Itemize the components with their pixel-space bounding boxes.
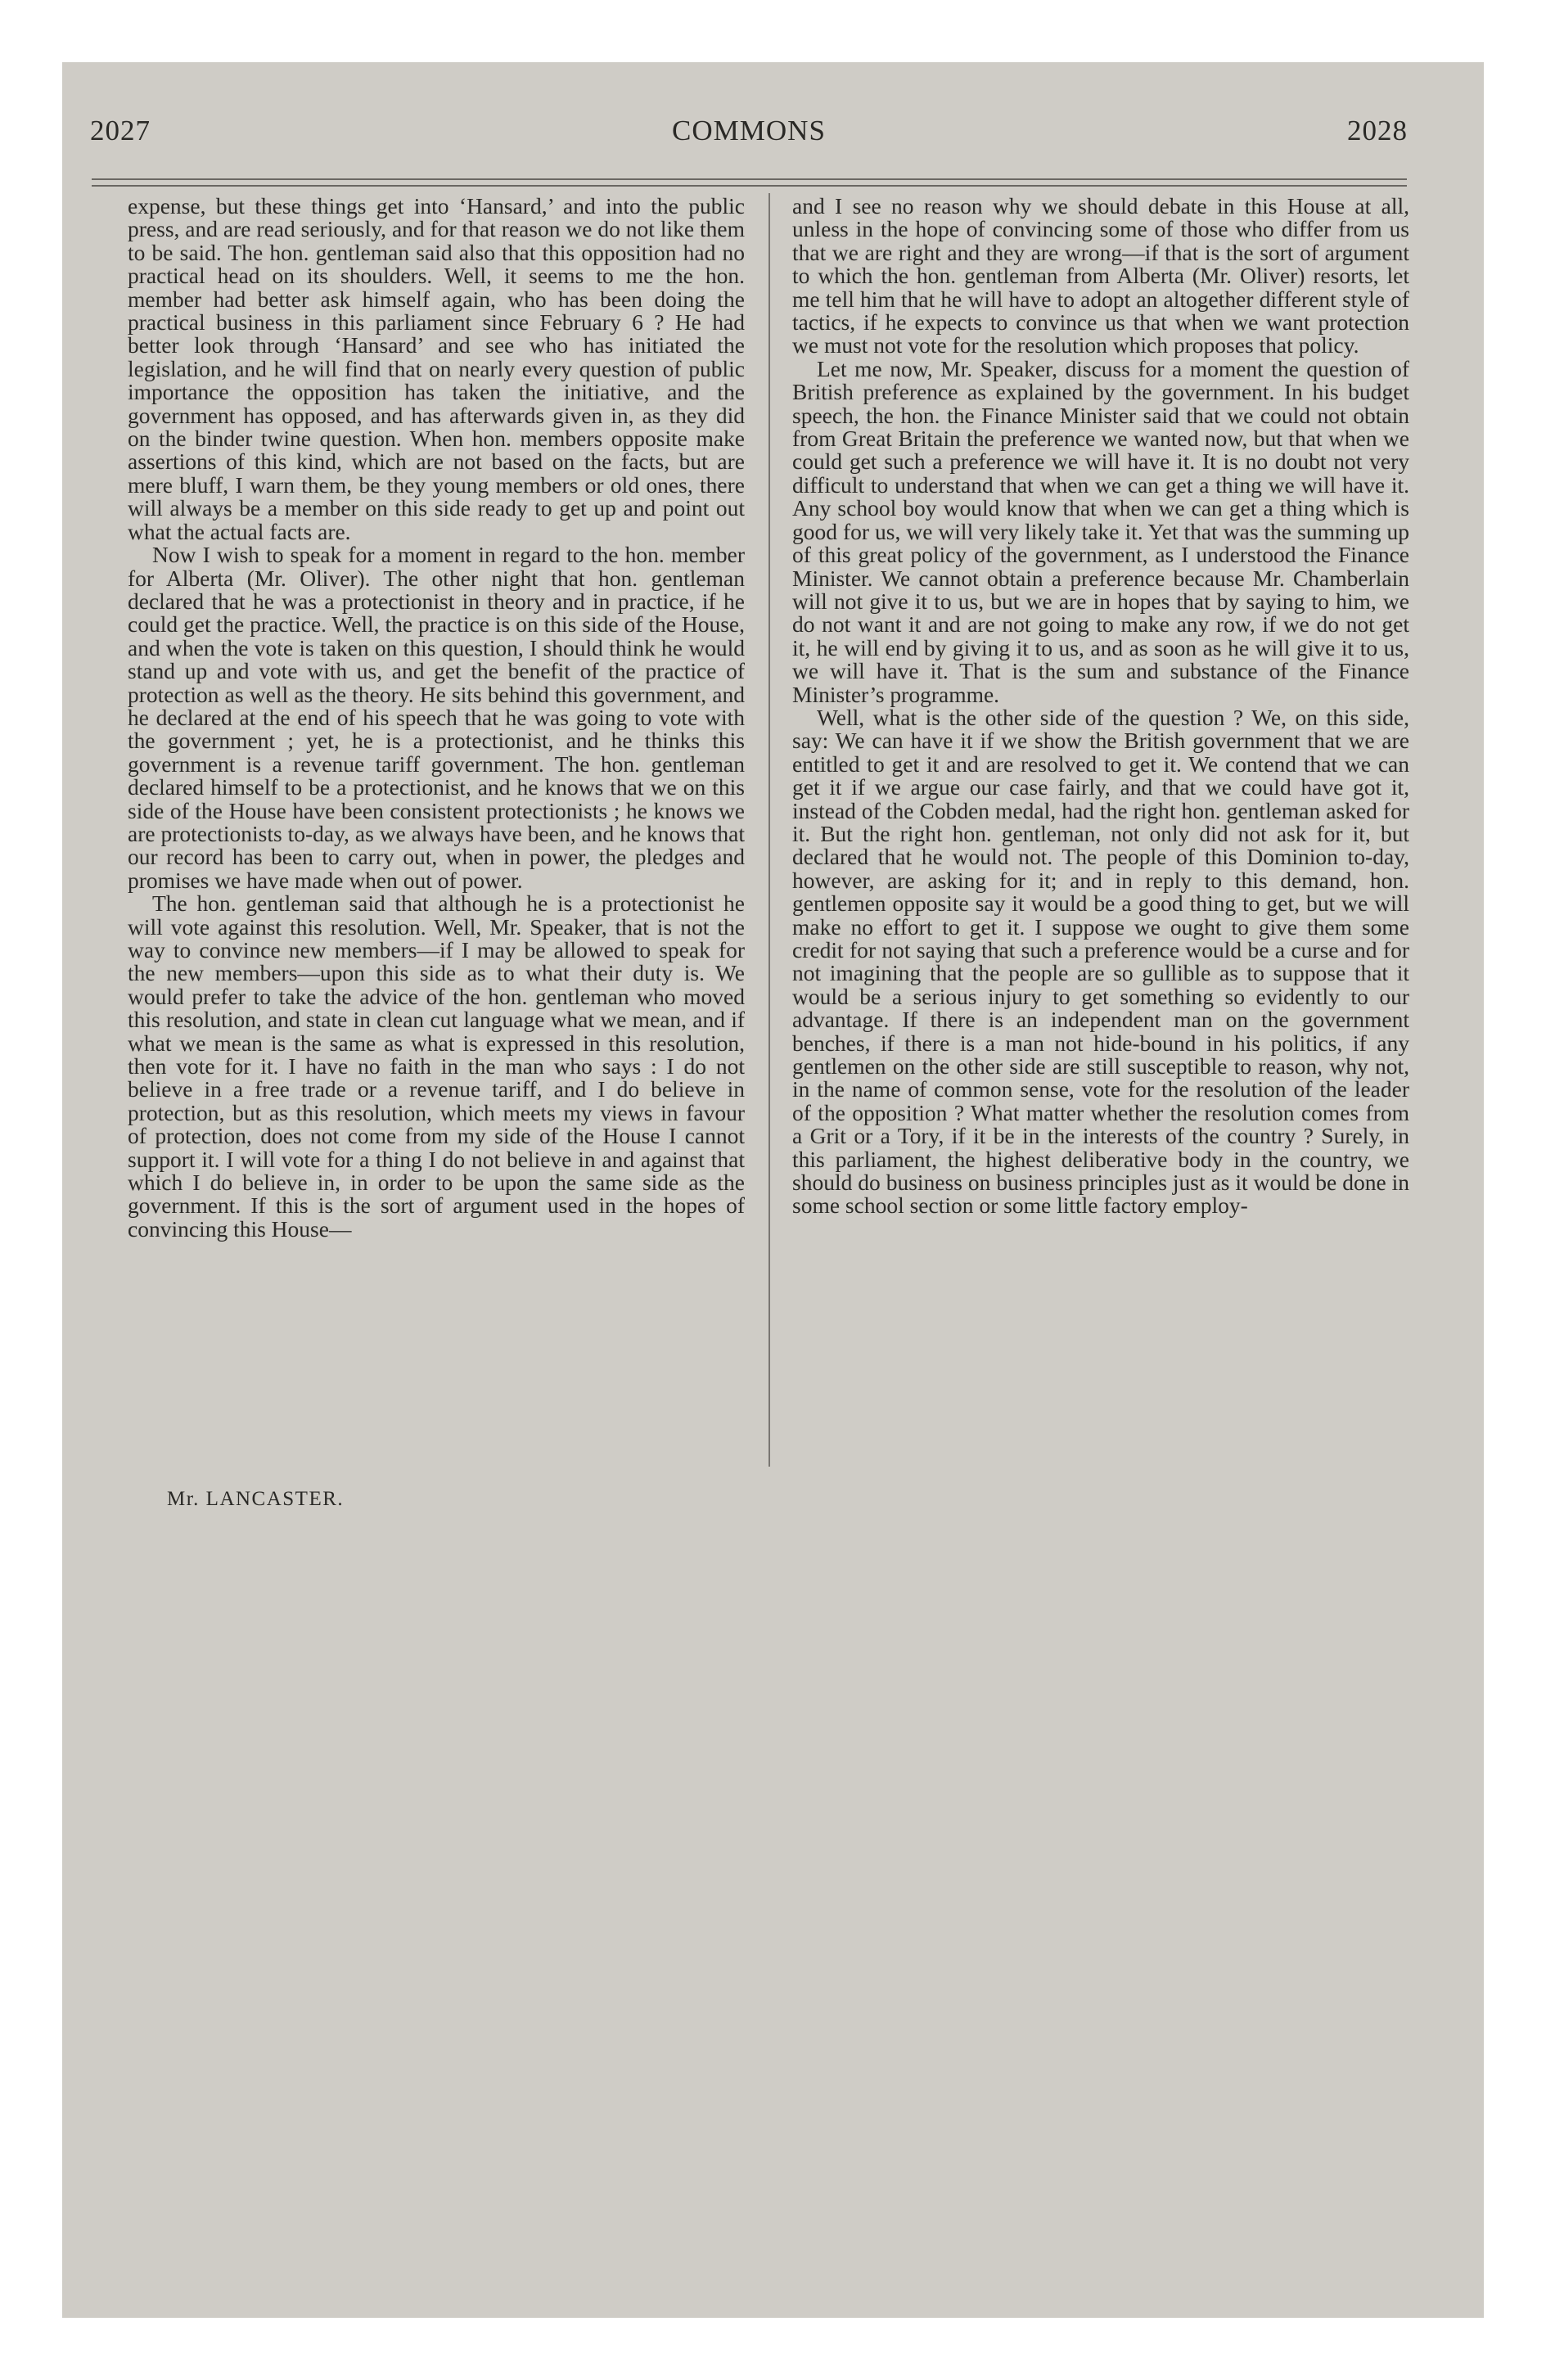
- left-column: [128, 195, 745, 1472]
- page-header: [90, 115, 1408, 157]
- column-divider: [768, 193, 770, 1467]
- speaker-footer: Mr. LANCASTER.: [167, 1488, 345, 1510]
- right-paragraph-3: Well, what is the other side of the question ? We, on this side, say: We can have it if we show the British government that we are entitled to get it and are resolved to get it. We contend that we can get it if we argue our case fairly, and that we could have got it, instead of the Cobden medal, had the right hon. gentleman asked for it. But the right hon. gentleman, not only did not ask for it, but declared that he would not. The people of this Dominion to-day, however, are asking for it; and in reply to this demand, hon. gentlemen opposite say it would be a good thing to get, but we will make no effort to get it. I suppose we ought to give them some credit for not saying that such a preference would be a curse and for not imagining that the people are so gullible as to suppose that it would be a serious injury to get something so evidently to our advantage. If there is an independent man on the government benches, if there is a man not hide-bound in his politics, if any gentlemen on the other side are still susceptible to reason, why not, in the name of common sense, vote for the resolution of the leader of the opposition ? What matter whether the resolution comes from a Grit or a Tory, if it be in the interests of the country ? Surely, in this parliament, the highest deliberative body in the country, we should do business on business principles just as it would be done in some school section or some little factory employ-: [792, 704, 1409, 1219]
- left-paragraph-1: expense, but these things get into ‘Hansard,’ and into the public press, and are read seriously, and for that reason we do not like them to be said. The hon. gentleman said also that this opposition had no practical head on its shoulders. Well, it seems to me the hon. member had better ask himself again, who has been doing the practical business in this parliament since February 6 ? He had better look through ‘Hansard’ and see who has initiated the legislation, and he will find that on nearly every question of public importance the opposition has taken the initiative, and the government has opposed, and has afterwards given in, as they did on the binder twine question. When hon. members opposite make assertions of this kind, which are not based on the facts, but are mere bluff, I warn them, be they young members or old ones, there will always be a member on this side ready to get up and point out what the actual facts are.: [128, 195, 745, 544]
- header-rule-top: [92, 178, 1407, 180]
- right-column: [792, 195, 1409, 1472]
- header-rule-bottom: [92, 185, 1407, 187]
- left-paragraph-2: Now I wish to speak for a moment in regard to the hon. member for Alberta (Mr. Oliver). The other night that hon. gentleman declared that he was a protectionist in theory and in practice, if he could get the practice. Well, the practice is on this side of the House, and when the vote is taken on this question, I should think he would stand up and vote with us, and get the benefit of the practice of protection as well as the theory. He sits behind this government, and he declared at the end of his speech that he was going to vote with the government ; yet, he is a protectionist, and he thinks this government is a revenue tariff government. The hon. gentleman declared himself to be a protectionist, and he knows that we on this side of the House have been consistent protectionists ; he knows we are protectionists to-day, as we always have been, and he knows that our record has been to carry out, when in power, the pledges and promises we have made when out of power.: [128, 542, 745, 893]
- right-paragraph-1: and I see no reason why we should debate in this House at all, unless in the hope of convincing some of those who differ from us that we are right and they are wrong—if that is the sort of argument to which the hon. gentleman from Alberta (Mr. Oliver) resorts, let me tell him that he will have to adopt an altogether different style of tactics, if he expects to convince us that when we want protection we must not vote for the resolution which proposes that policy.: [792, 195, 1409, 358]
- right-paragraph-2: Let me now, Mr. Speaker, discuss for a moment the question of British preference as explained by the government. In his budget speech, the hon. the Finance Minister said that we could not obtain from Great Britain the preference we wanted now, but that when we could get such a preference we will have it. It is no doubt not very difficult to understand that when we can get a thing we will have it. Any school boy would know that when we can get a thing which is good for us, we will very likely take it. Yet that was the summing up of this great policy of the government, as I understood the Finance Minister. We cannot obtain a preference because Mr. Chamberlain will not give it to us, but we are in hopes that by saying to him, we do not want it and are not going to make any row, if we do not get it, he will end by giving it to us, and as soon as he will give it to us, we will have it. That is the sum and substance of the Finance Minister’s programme.: [792, 355, 1409, 707]
- page-number-left: 2027: [90, 115, 151, 146]
- running-title: COMMONS: [672, 115, 826, 146]
- left-paragraph-3: The hon. gentleman said that although he is a protectionist he will vote against this resolution. Well, Mr. Speaker, that is not the way to convince new members—if I may be allowed to speak for the new members—upon this side as to what their duty is. We would prefer to take the advice of the hon. gentleman who moved this resolution, and state in clean cut language what we mean, and if what we mean is the same as what is expressed in this resolution, then vote for it. I have no faith in the man who says : I do not believe in a free trade or a revenue tariff, and I do believe in protection, but as this resolution, which meets my views in favour of protection, does not come from my side of the House I cannot support it. I will vote for a thing I do not believe in and against that which I do believe in, in order to be upon the same side as the government. If this is the sort of argument used in the hopes of convincing this House—: [128, 890, 745, 1242]
- page-number-right: 2028: [1347, 115, 1408, 146]
